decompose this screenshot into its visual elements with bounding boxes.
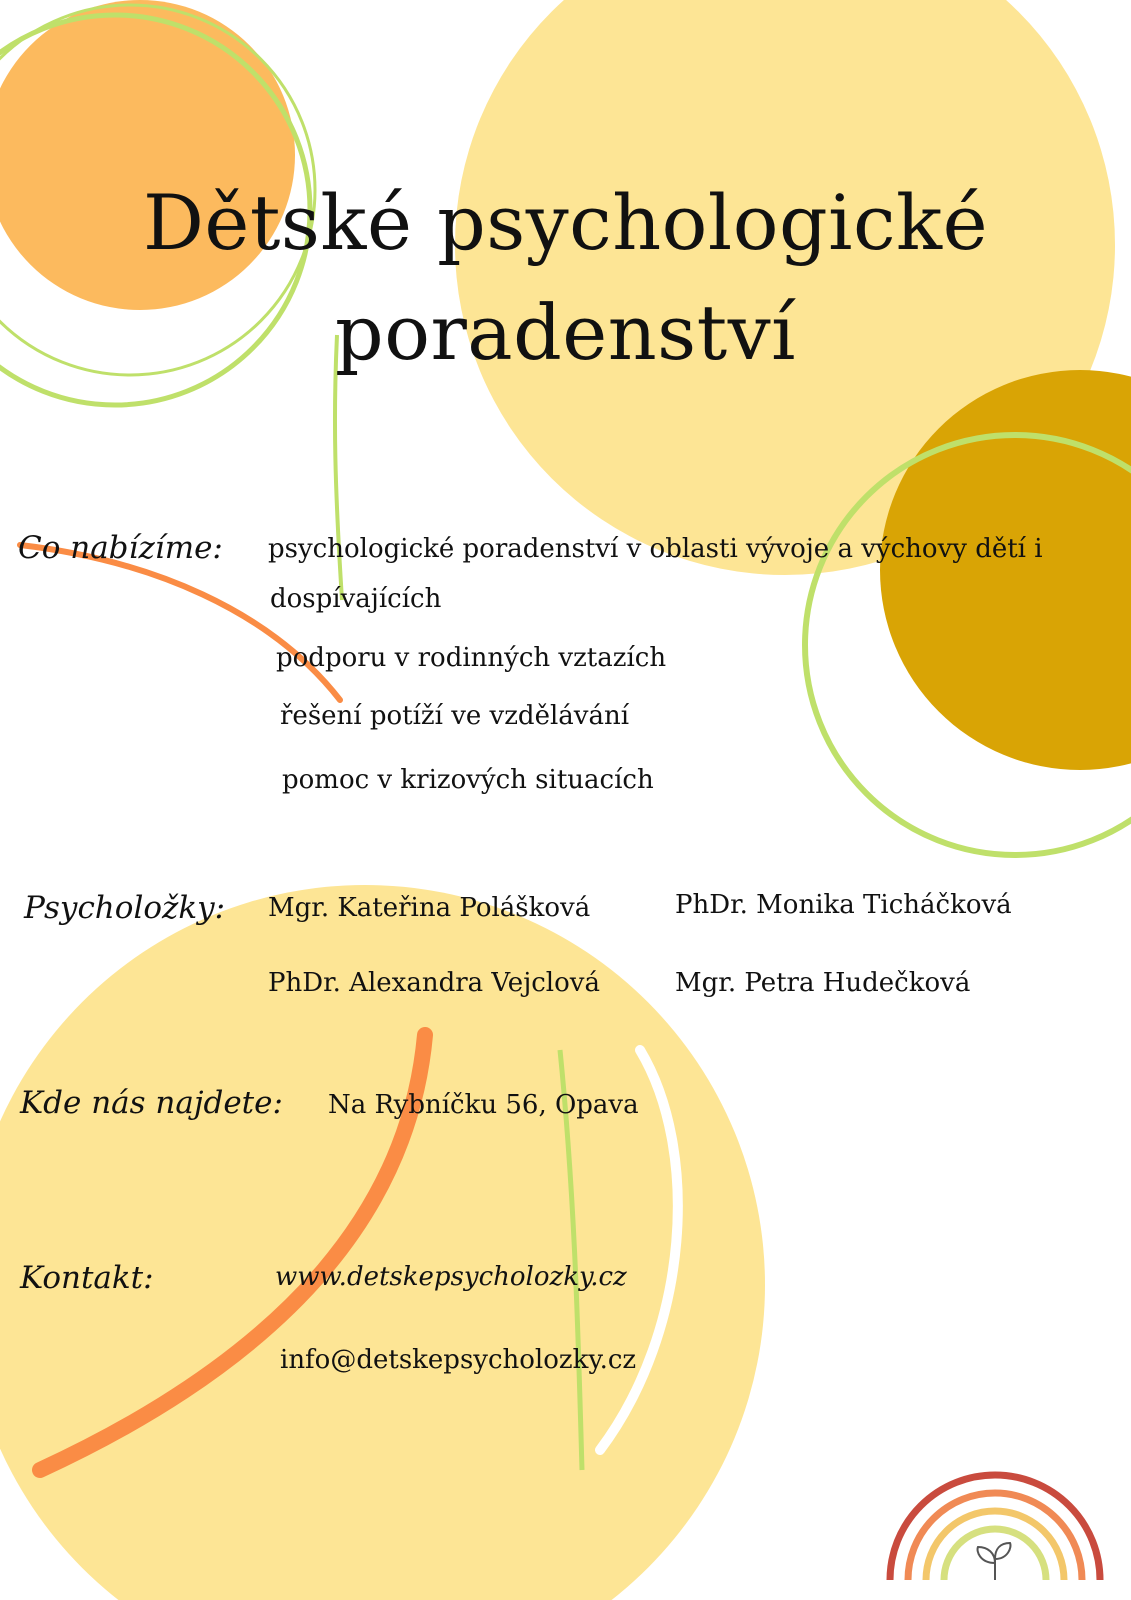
location-label: Kde nás najdete:	[20, 1085, 283, 1121]
sprout-icon	[978, 1543, 1011, 1580]
psychologists-label: Psycholožky:	[24, 890, 226, 926]
offer-item-2: podporu v rodinných vztazích	[276, 643, 667, 673]
website-link[interactable]: www.detskepsycholozky.cz	[275, 1262, 627, 1292]
psychologist-name: PhDr. Alexandra Vejclová	[268, 968, 600, 998]
page-title	[0, 168, 1131, 388]
offer-item-3: řešení potíží ve vzdělávání	[280, 701, 630, 731]
contact-label: Kontakt:	[20, 1260, 154, 1296]
offer-item-4: pomoc v krizových situacích	[282, 765, 654, 795]
offer-label: Co nabízíme:	[18, 530, 223, 566]
offer-item-1-continued: dospívajících	[270, 584, 442, 614]
rainbow-logo-icon	[880, 1455, 1110, 1585]
title-line-1: Dětské psychologické	[142, 178, 989, 267]
psychologist-name: Mgr. Kateřina Polášková	[268, 893, 591, 923]
email-link[interactable]: info@detskepsycholozky.cz	[280, 1345, 637, 1375]
offer-item-1: psychologické poradenství v oblasti vývoje a výchovy dětí i	[268, 534, 1043, 564]
title-line-2: poradenství	[335, 288, 796, 377]
psychologist-name: Mgr. Petra Hudečková	[675, 968, 971, 998]
psychologist-name: PhDr. Monika Ticháčková	[675, 890, 1012, 920]
address-text: Na Rybníčku 56, Opava	[328, 1090, 639, 1120]
